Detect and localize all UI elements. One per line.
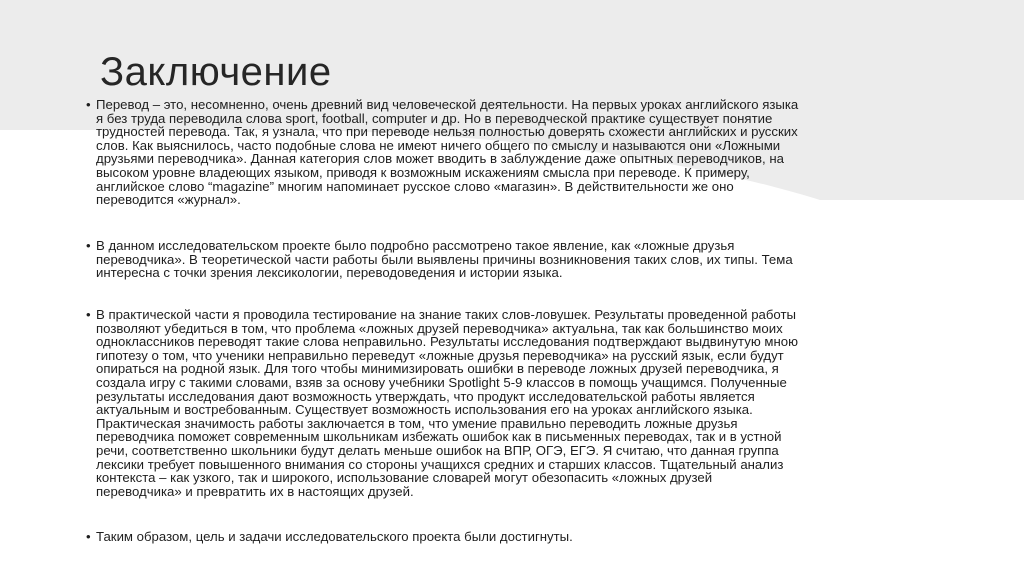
bullet-icon: •	[86, 238, 91, 253]
bullet-paragraph-2	[86, 239, 996, 280]
text-line: переводчика» и превратить их в настоящих друзей.	[96, 483, 414, 499]
text-line: переводчика». В теоретической части работы были выявлены причины возникновения таких слов, их типы. Тема	[96, 251, 793, 267]
text-line: высоком уровне владеющих языком, приводя к возможным искажениям смысла при переводе. К примеру,	[96, 164, 750, 180]
paragraph-text	[96, 530, 996, 544]
text-line: В данном исследовательском проекте было подробно рассмотрено такое явление, как «ложные друзья	[96, 238, 735, 253]
text-line: друзьями переводчика». Данная категория слов может вводить в заблуждение даже опытных переводчиков, на	[96, 151, 784, 167]
paragraph-text	[96, 239, 996, 280]
text-line: актуальным и востребованным. Существует возможность использования его на уроках английского языка.	[96, 402, 753, 418]
text-line: опираться на родной язык. Для того чтобы минимизировать ошибки в переводе ложных друзей переводчика, я	[96, 361, 779, 377]
text-line: гипотезу о том, что ученики неправильно переведут «ложные друзья переводчика» на русский язык, если будут	[96, 347, 784, 363]
text-line: создала игру с такими словами, взяв за основу учебники Spotlight 5-9 классов в помощь учащимся. Полученные	[96, 374, 787, 390]
text-line: Таким образом, цель и задачи исследовательского проекта были достигнуты.	[96, 529, 573, 544]
slide-title: Заключение	[100, 50, 332, 94]
paragraph-text	[96, 308, 996, 498]
text-line: одноклассников переводят такие слова неправильно. Результаты исследования подтверждают выдвинутую мною	[96, 334, 798, 350]
text-line: речи, соответственно школьники будут делать меньше ошибок на ВПР, ОГЭ, ЕГЭ. Я считаю, что данная группа	[96, 442, 779, 458]
bullet-paragraph-4	[86, 530, 996, 544]
text-line: Перевод – это, несомненно, очень древний вид человеческой деятельности. На первых уроках английского языка	[96, 97, 799, 112]
text-line: слов. Как выяснилось, часто подобные слова не имеют ничего общего по смыслу и называются они «Ложными	[96, 137, 781, 153]
paragraph-text	[96, 98, 996, 207]
text-line: позволяют убедиться в том, что проблема «ложных друзей переводчика» актуальна, так как большинство моих	[96, 320, 783, 336]
text-line: Практическая значимость работы заключается в том, что умение правильно переводить ложные друзья	[96, 415, 738, 431]
text-line: английское слово “magazine” многим напоминает русское слово «магазин». В действительности же оно	[96, 178, 734, 194]
bullet-paragraph-3	[86, 308, 996, 498]
text-line: трудностей перевода. Так, я узнала, что при переводе нельзя полностью доверять схожести английских и русских	[96, 124, 798, 140]
bullet-paragraph-1	[86, 98, 996, 207]
text-line: результаты исследования дают возможность утверждать, что продукт исследовательской работы является	[96, 388, 755, 404]
text-line: я без труда переводила слова sport, football, computer и др. Но в переводческой практике существует понятие	[96, 110, 773, 126]
text-line: В практической части я проводила тестирование на знание таких слов-ловушек. Результаты проведенной работы	[96, 307, 796, 322]
bullet-icon: •	[86, 97, 91, 112]
text-line: переводится «журнал».	[96, 192, 241, 208]
bullet-icon: •	[86, 307, 91, 322]
text-line: интересна с точки зрения лексикологии, переводоведения и истории языка.	[96, 265, 563, 281]
text-line: контекста – как узкого, так и широкого, использование словарей могут обезопасить «ложных друзей	[96, 470, 713, 486]
text-line: лексики требует повышенного внимания со стороны учащихся средних и старших классов. Тщательный анализ	[96, 456, 784, 472]
bullet-icon: •	[86, 529, 91, 544]
text-line: переводчика поможет современным школьникам избежать ошибок как в письменных переводах, так и в устной	[96, 429, 782, 445]
